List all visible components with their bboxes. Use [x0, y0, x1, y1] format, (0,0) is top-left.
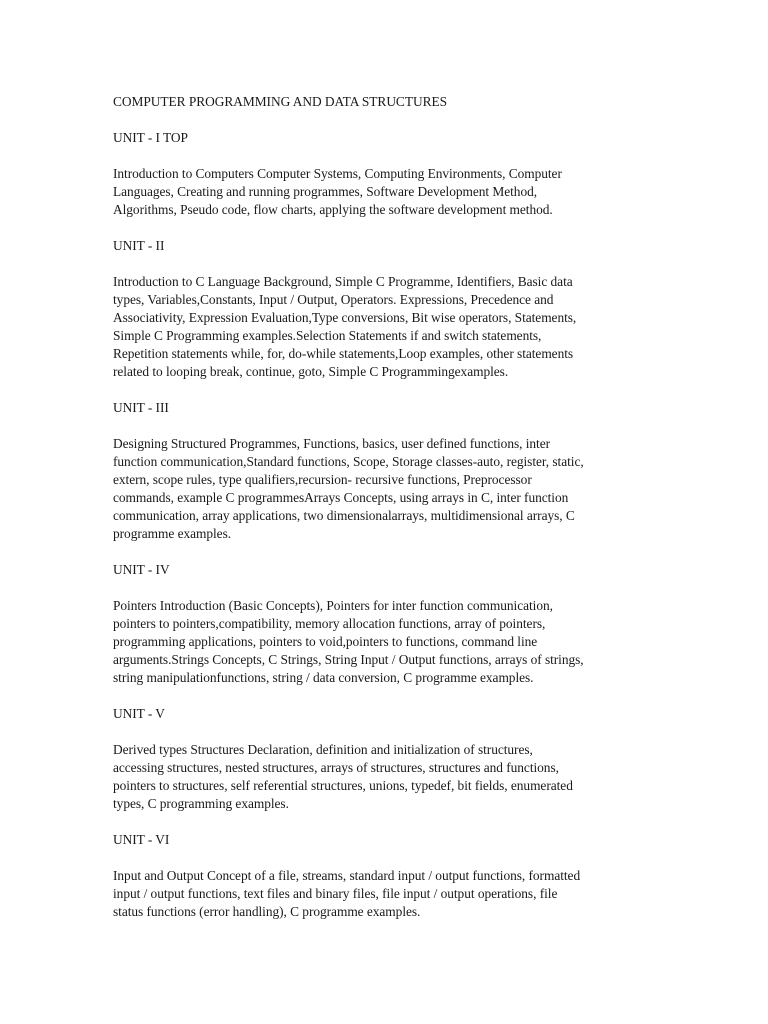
description-line: status functions (error handling), C programme examples. — [113, 904, 421, 919]
unit-section — [113, 561, 653, 687]
unit-section — [113, 831, 653, 921]
unit-heading: UNIT - II — [113, 238, 165, 253]
description-line: communication, array applications, two dimensionalarrays, multidimensional arrays, C — [113, 508, 575, 523]
description-line: Input and Output Concept of a file, streams, standard input / output functions, formatted — [113, 868, 581, 883]
description-line: accessing structures, nested structures, arrays of structures, structures and functions, — [113, 760, 559, 775]
unit-heading: UNIT - V — [113, 706, 165, 721]
description-line: types, Variables,Constants, Input / Output, Operators. Expressions, Precedence and — [113, 292, 554, 307]
unit-description — [113, 273, 653, 381]
unit-description — [113, 165, 653, 219]
description-line: input / output functions, text files and binary files, file input / output operations, file — [113, 886, 558, 901]
description-line: Designing Structured Programmes, Functions, basics, user defined functions, inter — [113, 436, 551, 451]
units-list — [113, 129, 653, 921]
description-line: extern, scope rules, type qualifiers,recursion- recursive functions, Preprocessor — [113, 472, 532, 487]
document-content — [113, 93, 653, 939]
unit-heading: UNIT - III — [113, 400, 169, 415]
description-line: Simple C Programming examples.Selection Statements if and switch statements, — [113, 328, 542, 343]
description-line: types, C programming examples. — [113, 796, 289, 811]
description-line: programming applications, pointers to void,pointers to functions, command line — [113, 634, 538, 649]
unit-heading: UNIT - IV — [113, 562, 170, 577]
description-line: Derived types Structures Declaration, definition and initialization of structures, — [113, 742, 533, 757]
description-line: Introduction to C Language Background, Simple C Programme, Identifiers, Basic data — [113, 274, 573, 289]
description-line: Repetition statements while, for, do-while statements,Loop examples, other statements — [113, 346, 574, 361]
description-line: pointers to structures, self referential structures, unions, typedef, bit fields, enumerated — [113, 778, 573, 793]
description-line: Associativity, Expression Evaluation,Type conversions, Bit wise operators, Statements, — [113, 310, 577, 325]
description-line: commands, example C programmesArrays Concepts, using arrays in C, inter function — [113, 490, 569, 505]
description-line: programme examples. — [113, 526, 232, 541]
description-line: Algorithms, Pseudo code, flow charts, applying the software development method. — [113, 202, 553, 217]
unit-description — [113, 741, 653, 813]
unit-description — [113, 867, 653, 921]
description-line: function communication,Standard functions, Scope, Storage classes-auto, register, static, — [113, 454, 584, 469]
unit-description — [113, 435, 653, 543]
unit-section — [113, 129, 653, 219]
description-line: Introduction to Computers Computer Systems, Computing Environments, Computer — [113, 166, 562, 181]
description-line: pointers to pointers,compatibility, memory allocation functions, array of pointers, — [113, 616, 546, 631]
unit-section — [113, 237, 653, 381]
unit-description — [113, 597, 653, 687]
description-line: string manipulationfunctions, string / data conversion, C programme examples. — [113, 670, 534, 685]
unit-section — [113, 399, 653, 543]
unit-section — [113, 705, 653, 813]
unit-heading: UNIT - VI — [113, 832, 170, 847]
description-line: Languages, Creating and running programmes, Software Development Method, — [113, 184, 538, 199]
description-line: Pointers Introduction (Basic Concepts), Pointers for inter function communication, — [113, 598, 553, 613]
description-line: arguments.Strings Concepts, C Strings, String Input / Output functions, arrays of strings, — [113, 652, 584, 667]
unit-heading: UNIT - I TOP — [113, 130, 188, 145]
document-title: COMPUTER PROGRAMMING AND DATA STRUCTURES — [113, 94, 447, 109]
description-line: related to looping break, continue, goto, Simple C Programmingexamples. — [113, 364, 509, 379]
